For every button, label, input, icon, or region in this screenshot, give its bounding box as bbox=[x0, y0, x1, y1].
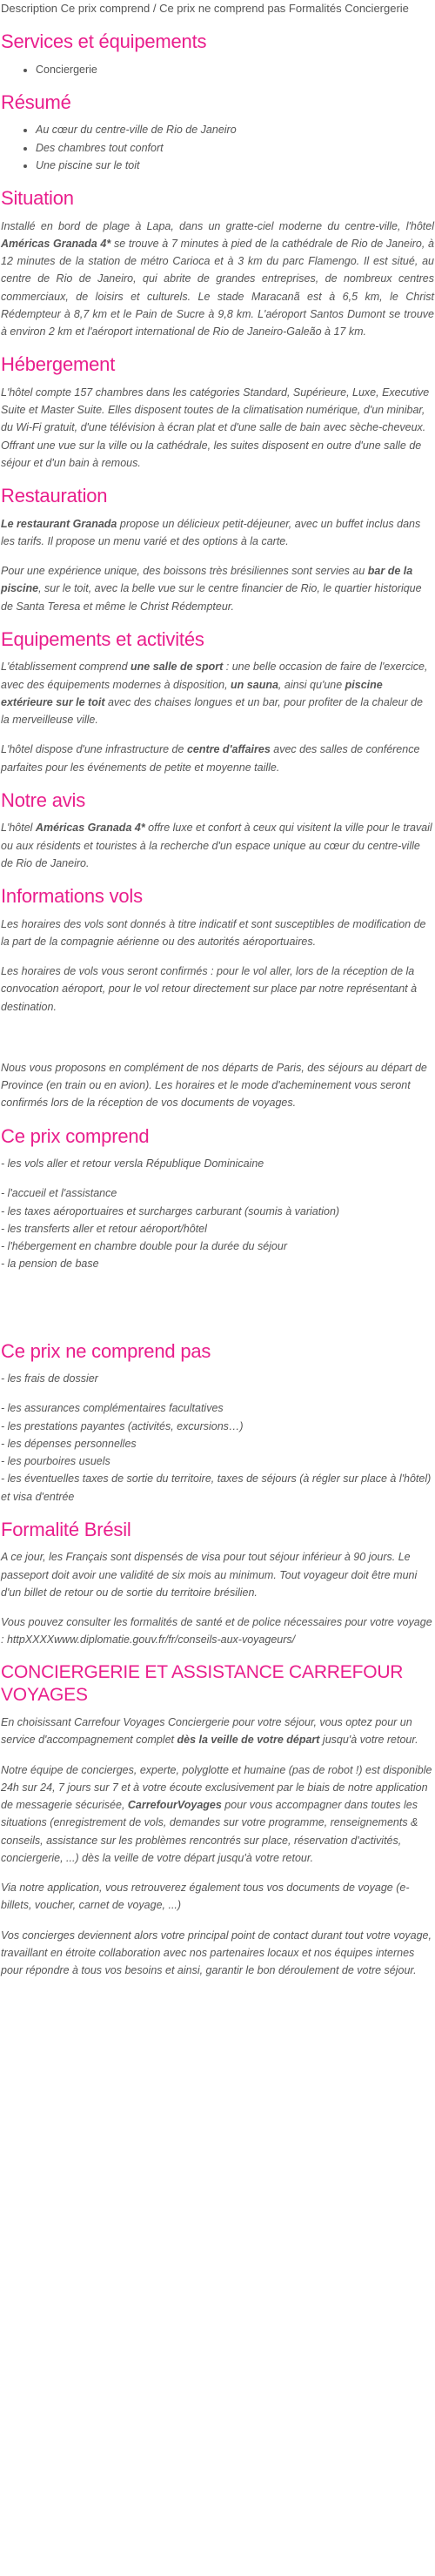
text-span: : une belle occasion de faire de l'exercice, avec des équipements modernes à disposition, bbox=[1, 661, 428, 691]
pool-name: piscine extérieure sur le toit bbox=[1, 678, 383, 708]
text-span: Pour une expérience unique, des boissons très brésiliennes sont servies au bbox=[1, 565, 368, 578]
restauration-title: Restauration bbox=[1, 485, 108, 507]
conciergerie-paragraph-3: Via notre application, vous retrouverez également tous vos documents de voyage (e-billets, voucher, carnet de voyage, ...) bbox=[1, 1882, 410, 1912]
restaurant-name: Le restaurant Granada bbox=[1, 517, 117, 530]
ne-comprend-line: - les frais de dossier bbox=[1, 1372, 98, 1385]
tab-links-text: Description Ce prix comprend / Ce prix ne comprend pas Formalités Conciergerie bbox=[1, 2, 409, 15]
ne-comprend-line: - les dépenses personnelles bbox=[1, 1437, 137, 1450]
formalite-paragraph-1: A ce jour, les Français sont dispensés de visa pour tout séjour inférieur à 90 jours. Le passeport doit avoir une validité de six mois au minimum. Tout voyageur doit être muni d'un billet de retour ou de sortie du territoire brésilien. bbox=[1, 1551, 418, 1599]
highlight-text: dès la veille de votre départ bbox=[177, 1734, 320, 1747]
equipements-title: Equipements et activités bbox=[1, 627, 204, 650]
avis-paragraph bbox=[1, 819, 434, 872]
text-span: En choisissant Carrefour Voyages Conciergerie pour votre séjour, vous optez pour un service d'accompagnement complet bbox=[1, 1716, 412, 1747]
formalite-paragraph-2: Vous pouvez consulter les formalités de santé et de police nécessaires pour votre voyage : httpXXXXwww.diplomatie.gouv.fr/fr/conseils-aux-voyageurs/ bbox=[1, 1616, 432, 1647]
text-span: offre luxe et confort à ceux qui visitent la ville pour le travail ou aux résidents et touristes à la recherche d'un espace unique au cœur du centre-ville de Rio de Janeiro. bbox=[1, 822, 432, 869]
text-span: jusqu'à votre retour. bbox=[319, 1734, 418, 1747]
hebergement-paragraph: L'hôtel compte 157 chambres dans les catégories Standard, Supérieure, Luxe, Executive Suite et Master Suite. Elles disposent toutes de la climatisation numérique, d'un minibar, du Wi-Fi gratuit, d'une télévision à écran plat et d'une salle de bain avec sèche-cheveux. Offrant une vue sur la ville ou la cathédrale, les suites disposent en outre d'une salle de séjour et d'un bain à remous. bbox=[1, 386, 430, 469]
conciergerie-paragraph-1 bbox=[1, 1714, 434, 1749]
comprend-list bbox=[1, 1184, 434, 1272]
equipements-paragraph-1 bbox=[1, 658, 434, 728]
bar-name: bar de la piscine bbox=[1, 565, 413, 595]
text-span: L'établissement comprend bbox=[1, 661, 130, 674]
text-span: , sur le toit, avec la belle vue sur le centre financier de Rio, le quartier historique de Santa Teresa et même le Christ Rédempteur. bbox=[1, 582, 422, 613]
vols-paragraph-1: Les horaires des vols sont donnés à titre indicatif et sont susceptibles de modification de la part de la compagnie aérienne ou des autorités aéroportuaires. bbox=[1, 917, 426, 948]
comprend-line: - les transferts aller et retour aéroport/hôtel bbox=[1, 1222, 207, 1235]
vols-paragraph-3: Nous vous proposons en complément de nos départs de Paris, des séjours au départ de Province (en train ou en avion). Les horaires et le mode d'acheminement vous seront confirmés lors de la réception de vos documents de voyages. bbox=[1, 1061, 427, 1110]
vols-paragraph-2: Les horaires de vols vous seront confirmés : pour le vol aller, lors de la réception de la convocation aéroport, pour le vol retour directement sur place par notre représentant à destination. bbox=[1, 965, 418, 1013]
gym-name: une salle de sport bbox=[130, 661, 224, 674]
equipements-paragraph-2 bbox=[1, 741, 434, 776]
text-span: se trouve à 7 minutes à pied de la cathédrale de Rio de Janeiro, à 12 minutes de la station de métro Carioca et à 3 km du parc Flamengo. Il est situé, au centre de Rio de Janeiro, qui abrite de grandes entreprises, de nombreux centres commerciaux, de loisirs et culturels. Le stade Maracanã est à 6,5 km, le Christ Rédempteur à 8,7 km et le Pain de Sucre à 9,8 km. L'aéroport Santos Dumont se trouve à environ 2 km et l'aéroport international de Rio de Janeiro-Galeão à 17 km. bbox=[1, 237, 434, 339]
avis-title: Notre avis bbox=[1, 788, 86, 811]
ne-comprend-list bbox=[1, 1399, 434, 1506]
ne-comprend-line: - les pourboires usuels bbox=[1, 1455, 110, 1468]
services-list bbox=[1, 61, 434, 78]
resume-list bbox=[1, 121, 434, 174]
comprend-line: - l'hébergement en chambre double pour la durée du séjour bbox=[1, 1240, 287, 1253]
conciergerie-paragraph-4: Vos concierges deviennent alors votre principal point de contact durant tout votre voyage, travaillant en étroite collaboration avec nos partenaires locaux et nos équipes internes pour répondre à tous vos besoins et ainsi, garantir le bon déroulement de votre séjour. bbox=[1, 1929, 432, 1977]
text-span: pour vous accompagner dans toutes les situations (enregistrement de vols, demandes sur votre programme, renseignements & conseils, assistance sur les problèmes rencontrés sur place, réservation d'activités, conciergerie, ...) dès la veille de votre départ jusqu'à votre retour. bbox=[1, 1799, 418, 1864]
business-center-name: centre d'affaires bbox=[186, 743, 271, 756]
comprend-title: Ce prix comprend bbox=[1, 1124, 150, 1147]
vols-title: Informations vols bbox=[1, 885, 143, 908]
text-span: L'hôtel bbox=[1, 822, 36, 835]
text-span: L'hôtel dispose d'une infrastructure de bbox=[1, 743, 187, 756]
services-item: • Conciergerie bbox=[36, 61, 434, 78]
sauna-name: un sauna bbox=[231, 678, 278, 691]
conciergerie-paragraph-2 bbox=[1, 1761, 434, 1868]
formalite-title: Formalité Brésil bbox=[1, 1518, 131, 1540]
resume-item: • Au cœur du centre-ville de Rio de Janeiro bbox=[36, 121, 434, 138]
restauration-paragraph-2 bbox=[1, 562, 434, 615]
spacer bbox=[1, 1273, 434, 1305]
hebergement-title: Hébergement bbox=[1, 353, 116, 376]
resume-item: • Des chambres tout confort bbox=[36, 139, 434, 157]
restauration-paragraph-1 bbox=[1, 515, 434, 551]
text-span: avec des chaises longues et un bar, pour profiter de la chaleur de la merveilleuse ville. bbox=[1, 695, 424, 727]
hotel-name: Américas Granada 4* bbox=[35, 822, 145, 835]
text-span: Notre équipe de concierges, experte, polyglotte et humaine (pas de robot !) est disponible 24h sur 24, 7 jours sur 7 et à votre écoute exclusivement par le biais de notre application de messagerie sécurisée, bbox=[1, 1763, 432, 1812]
text-span: Installé en bord de plage à Lapa, dans un gratte-ciel moderne du centre-ville, l'hôtel bbox=[1, 219, 434, 232]
services-title: Services et équipements bbox=[1, 30, 207, 53]
ne-comprend-line: - les prestations payantes (activités, excursions…) bbox=[1, 1419, 244, 1432]
comprend-line: - les vols aller et retour versla République Dominicaine bbox=[1, 1157, 264, 1171]
conciergerie-title: CONCIERGERIE ET ASSISTANCE CARREFOUR VOYAGES bbox=[1, 1661, 404, 1705]
spacer bbox=[1, 1305, 434, 1327]
comprend-line: - l'accueil et l'assistance bbox=[1, 1187, 117, 1200]
resume-title: Résumé bbox=[1, 91, 71, 113]
ne-comprend-line: - les assurances complémentaires facultatives bbox=[1, 1402, 224, 1415]
situation-title: Situation bbox=[1, 187, 74, 210]
ne-comprend-line: - les éventuelles taxes de sortie du territoire, taxes de séjours (à régler sur place à l'hôtel) et visa d'entrée bbox=[1, 1472, 432, 1503]
app-name: CarrefourVoyages bbox=[127, 1799, 222, 1812]
hotel-name: Américas Granada 4* bbox=[1, 237, 111, 250]
situation-paragraph bbox=[1, 218, 434, 341]
ne-comprend-title: Ce prix ne comprend pas bbox=[1, 1339, 211, 1362]
comprend-line: - les taxes aéroportuaires et surcharges carburant (soumis à variation) bbox=[1, 1204, 340, 1218]
text-span: , ainsi qu'une bbox=[278, 678, 345, 691]
spacer bbox=[1, 1028, 434, 1059]
resume-item: • Une piscine sur le toit bbox=[36, 157, 434, 174]
comprend-line: - la pension de base bbox=[1, 1258, 99, 1271]
text-span: propose un délicieux petit-déjeuner, avec un buffet inclus dans les tarifs. Il propose un menu varié et des options à la carte. bbox=[1, 517, 421, 547]
text-span: avec des salles de conférence parfaites pour les événements de petite et moyenne taille. bbox=[1, 743, 420, 774]
